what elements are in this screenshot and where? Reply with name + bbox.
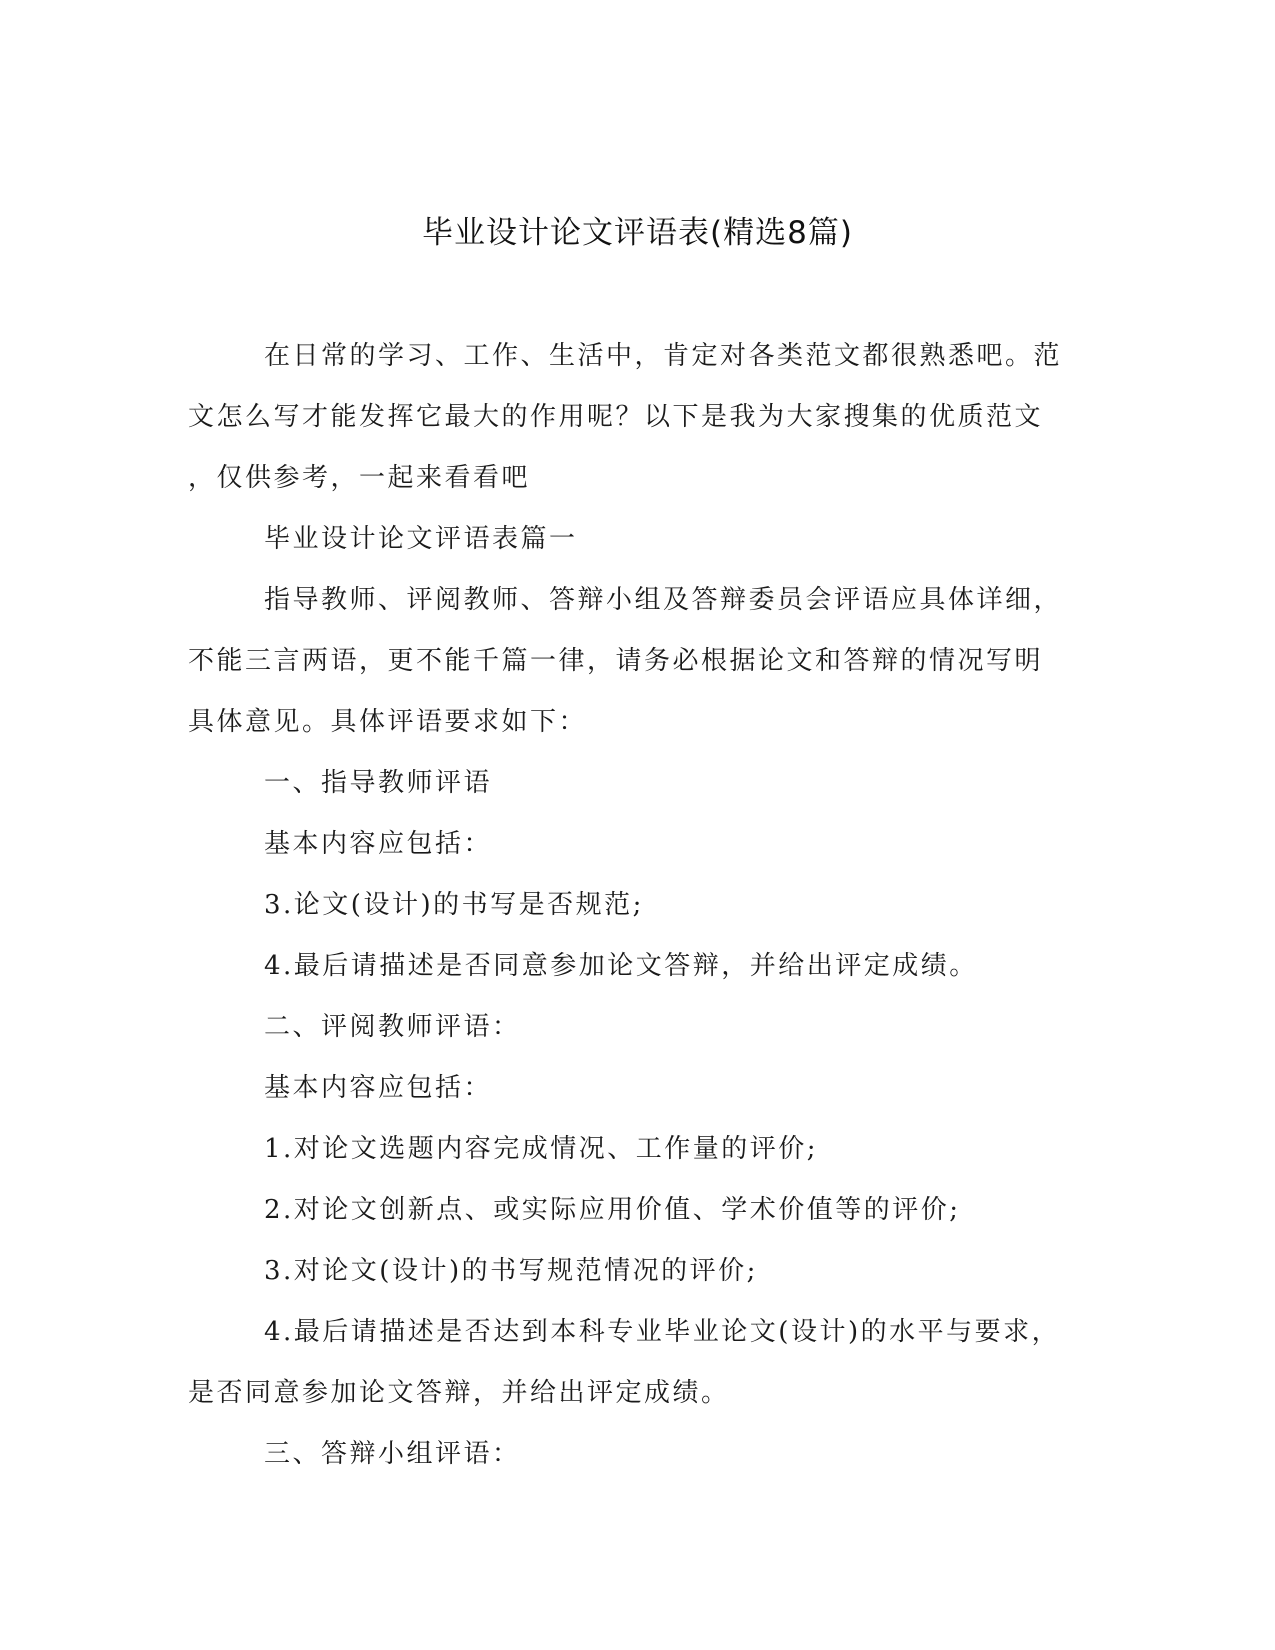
part-heading: 三、答辩小组评语：	[264, 1439, 521, 1469]
document-title: 毕业设计论文评语表(精选8篇)	[422, 215, 853, 251]
list-item: 3.对论文(设计)的书写规范情况的评价;	[264, 1256, 758, 1286]
part-intro: 基本内容应包括：	[264, 829, 493, 859]
list-item-line: 4.最后请描述是否达到本科专业毕业论文(设计)的水平与要求，	[264, 1317, 1061, 1347]
intro-paragraph	[188, 326, 1068, 509]
section-heading: 毕业设计论文评语表篇一	[264, 524, 578, 554]
intro-line: ，仅供参考，一起来看看吧	[188, 463, 531, 493]
list-item: 1.对论文选题内容完成情况、工作量的评价;	[264, 1134, 819, 1164]
requirement-paragraph	[188, 570, 1068, 753]
requirement-line: 指导教师、评阅教师、答辩小组及答辩委员会评语应具体详细，	[264, 585, 1063, 615]
intro-line: 文怎么写才能发挥它最大的作用呢？以下是我为大家搜集的优质范文	[188, 402, 1044, 432]
list-item: 4.最后请描述是否同意参加论文答辩，并给出评定成绩。	[264, 951, 978, 981]
requirement-line: 具体意见。具体评语要求如下：	[188, 707, 588, 737]
list-item: 3.论文(设计)的书写是否规范;	[264, 890, 644, 920]
list-item	[188, 1302, 1068, 1424]
part-intro: 基本内容应包括：	[264, 1073, 493, 1103]
list-item: 2.对论文创新点、或实际应用价值、学术价值等的评价;	[264, 1195, 961, 1225]
list-item-line: 是否同意参加论文答辩，并给出评定成绩。	[188, 1378, 730, 1408]
part-heading: 一、指导教师评语	[264, 768, 493, 798]
part-heading: 二、评阅教师评语：	[264, 1012, 521, 1042]
requirement-line: 不能三言两语，更不能千篇一律，请务必根据论文和答辩的情况写明	[188, 646, 1044, 676]
document-body	[188, 326, 1068, 1485]
intro-line: 在日常的学习、工作、生活中，肯定对各类范文都很熟悉吧。范	[264, 341, 1063, 371]
